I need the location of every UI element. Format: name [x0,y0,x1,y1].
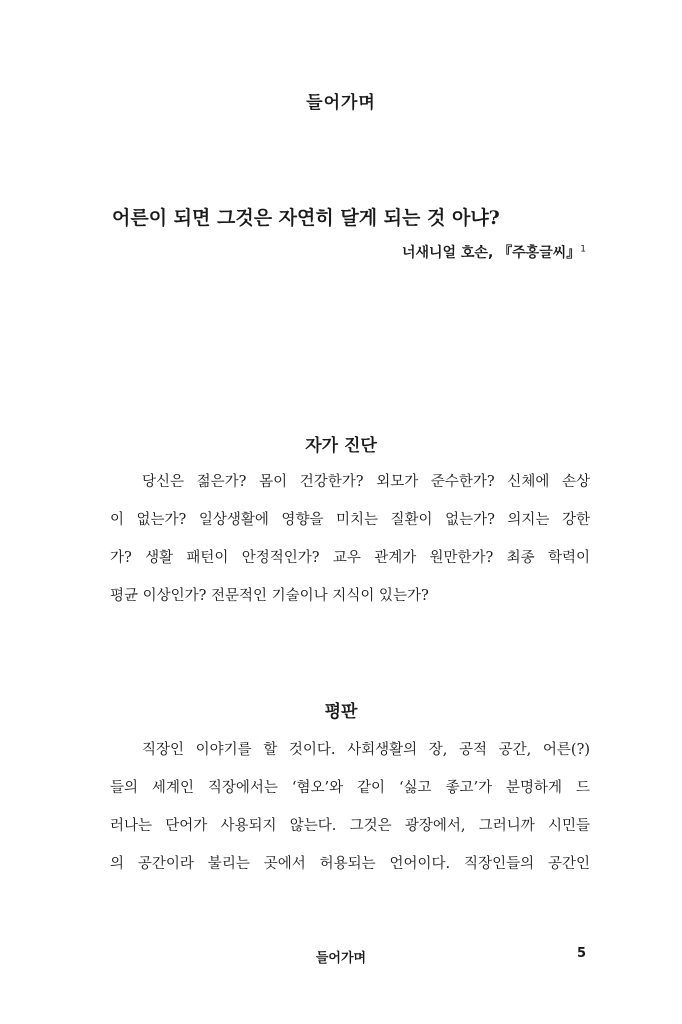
paragraph-line: 직장인 이야기를 할 것이다. 사회생활의 장, 공적 공간, 어른(?) [142,742,590,758]
paragraph-line: 이 없는가? 일상생활에 영향을 미치는 질환이 없는가? 의지는 강한 [110,512,590,528]
paragraph-line: 러나는 단어가 사용되지 않는다. 그것은 광장에서, 그러니까 시민들 [110,818,590,834]
page-number: 5 [576,946,586,961]
section-heading-self-diagnosis: 자가 진단 [305,436,377,456]
epigraph-author: 너새니얼 호손, [401,245,494,261]
paragraph-line: 들의 세계인 직장에서는 ‘혐오’와 같이 ‘싫고 좋고’가 분명하게 드 [110,780,590,796]
paragraph-line: 평균 이상인가? 전문적인 기술이나 지식이 있는가? [110,588,429,604]
epigraph-quote: 어른이 되면 그것은 자연히 달게 되는 것 아냐? [112,207,500,229]
paragraph-line: 의 공간이라 불리는 곳에서 허용되는 언어이다. 직장인들의 공간인 [110,856,590,872]
paragraph-self-diagnosis [110,463,590,615]
running-footer-title: 들어가며 [315,951,367,966]
section-heading-reputation: 평판 [324,702,358,722]
paragraph-reputation [110,731,590,883]
paragraph-line: 가? 생활 패턴이 안정적인가? 교우 관계가 원만한가? 최종 학력이 [110,550,590,566]
chapter-title: 들어가며 [306,93,376,113]
epigraph-book: 『주홍글씨』 [498,245,581,261]
paragraph-line: 당신은 젊은가? 몸이 건강한가? 외모가 준수한가? 신체에 손상 [142,474,590,490]
epigraph-attribution [402,242,586,262]
footnote-mark: 1 [580,244,586,255]
